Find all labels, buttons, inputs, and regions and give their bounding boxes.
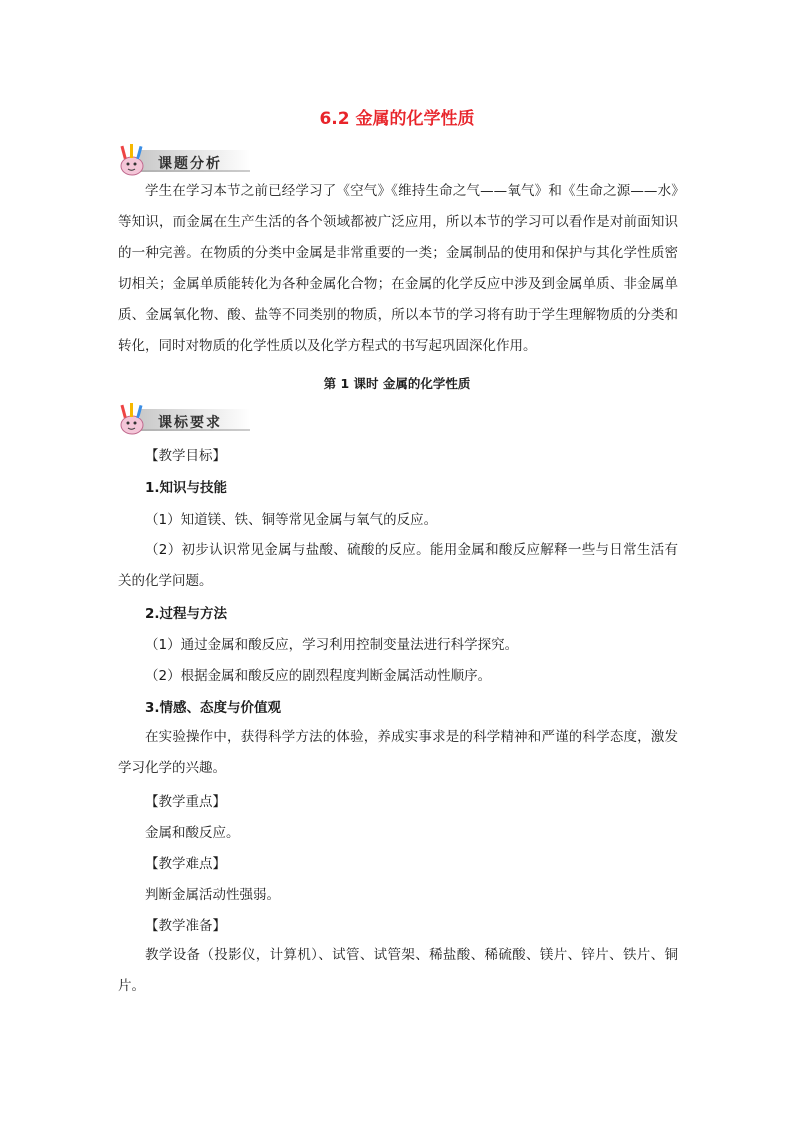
section-label: 课题分析 [158,156,222,172]
lesson-title: 第 1 课时 金属的化学性质 [323,376,471,391]
knowledge-skills-heading: 1.知识与技能 [145,480,228,496]
objective-item: （2）根据金属和酸反应的剧烈程度判断金属活动性顺序。 [145,668,492,684]
difficulties-text: 判断金属活动性强弱。 [145,887,280,903]
key-points-text: 金属和酸反应。 [145,825,240,841]
section-header-analysis [118,144,250,178]
key-points-heading: 【教学重点】 [145,794,226,810]
preparation-heading: 【教学准备】 [145,918,226,934]
document-title: 6.2 金属的化学性质 [319,109,475,129]
objective-item: （2）初步认识常见金属与盐酸、硫酸的反应。能用金属和酸反应解释一些与日常生活有关的化学问题。 [118,542,678,589]
process-methods-heading: 2.过程与方法 [145,606,228,622]
difficulties-heading: 【教学难点】 [145,856,226,872]
objective-item: 在实验操作中，获得科学方法的体验，养成实事求是的科学精神和严谨的科学态度，激发学习化学的兴趣。 [118,729,678,776]
pencil-mascot-icon [118,401,154,437]
section-label: 课标要求 [158,415,222,431]
objectives-heading: 【教学目标】 [145,448,226,464]
section-header-standards [118,403,250,437]
objective-item: （1）知道镁、铁、铜等常见金属与氧气的反应。 [145,512,438,528]
objective-item: （1）通过金属和酸反应，学习利用控制变量法进行科学探究。 [145,637,519,653]
attitudes-values-heading: 3.情感、态度与价值观 [145,700,282,716]
analysis-paragraph: 学生在学习本节之前已经学习了《空气》《维持生命之气——氧气》和《生命之源——水》等知识，而金属在生产生活的各个领域都被广泛应用，所以本节的学习可以看作是对前面知识的一种完善。在物质的分类中金属是非常重要的一类；金属制品的使用和保护与其化学性质密切相关；金属单质能转化为各种金属化合物；在金属的化学反应中涉及到金属单质、非金属单质、金属氧化物、酸、盐等不同类别的物质，所以本节的学习将有助于学生理解物质的分类和转化，同时对物质的化学性质以及化学方程式的书写起巩固深化作用。 [118,183,678,354]
pencil-mascot-icon [118,142,154,178]
preparation-text: 教学设备（投影仪，计算机）、试管、试管架、稀盐酸、稀硫酸、镁片、锌片、铁片、铜片。 [118,947,678,994]
